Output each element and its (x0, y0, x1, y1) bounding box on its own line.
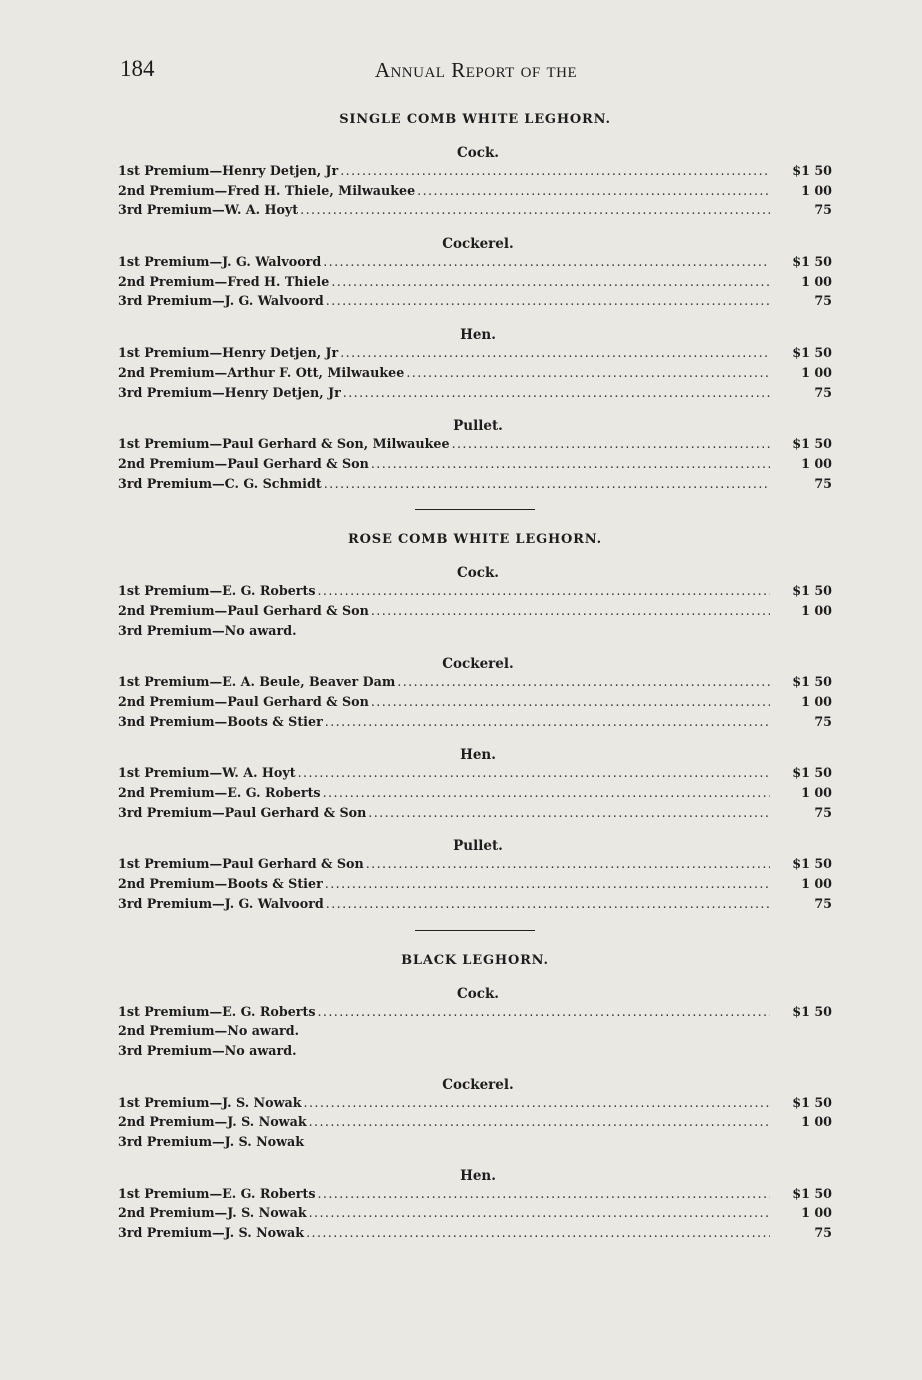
leader-dots (326, 293, 770, 308)
premium-entry (118, 876, 832, 896)
premium-winner: 2nd Premium—J. S. Nowak (118, 1114, 307, 1130)
premium-winner: 3rd Premium—Paul Gerhard & Son (118, 804, 367, 820)
premium-winner: 1st Premium—Henry Detjen, Jr (118, 345, 339, 361)
premium-winner: 1st Premium—E. G. Roberts (118, 583, 316, 599)
leader-dots (371, 603, 770, 618)
premium-entry (118, 385, 832, 405)
premium-entry (118, 896, 832, 916)
premium-amount: $1 50 (792, 345, 832, 361)
group-title: Hen. (460, 1167, 496, 1184)
premium-winner: 3rd Premium—Henry Detjen, Jr (118, 384, 341, 400)
premium-entry (118, 254, 832, 274)
leader-dots (318, 1004, 771, 1019)
breed-section (118, 532, 832, 915)
premium-list (118, 112, 832, 1259)
premium-entry (118, 1043, 832, 1063)
leader-dots (371, 694, 770, 709)
group-title: Hen. (460, 747, 496, 764)
premium-amount: $1 50 (792, 254, 832, 270)
leader-dots (340, 345, 770, 360)
leader-dots (323, 785, 770, 800)
premium-winner: 2nd Premium—Arthur F. Ott, Milwaukee (118, 364, 405, 380)
leader-dots (309, 1114, 770, 1129)
premium-entry (118, 1095, 832, 1115)
premium-entry (118, 456, 832, 476)
premium-entry (118, 1186, 832, 1206)
premium-entry (118, 805, 832, 825)
group-title: Cock. (456, 565, 500, 582)
premium-winner: 1st Premium—W. A. Hoyt (118, 765, 296, 781)
class-group (118, 418, 832, 495)
group-title: Pullet. (453, 838, 503, 855)
premium-winner: 2nd Premium—Boots & Stier (118, 876, 323, 892)
running-head (120, 56, 832, 86)
premium-amount: 1 00 (801, 602, 832, 618)
leader-dots (325, 714, 770, 729)
premium-entry (118, 674, 832, 694)
premium-winner: 3rd Premium—W. A. Hoyt (118, 202, 299, 218)
premium-entry (118, 163, 832, 183)
premium-winner: 1st Premium—J. S. Nowak (118, 1094, 302, 1110)
premium-amount: $1 50 (792, 436, 832, 452)
premium-amount: $1 50 (792, 1185, 832, 1201)
premium-amount: $1 50 (792, 765, 832, 781)
premium-winner: 2nd Premium—Fred H. Thiele, Milwaukee (118, 182, 416, 198)
class-group (118, 747, 832, 824)
premium-entry (118, 476, 832, 496)
premium-winner: 2nd Premium—E. G. Roberts (118, 785, 321, 801)
class-group (118, 565, 832, 642)
premium-amount: 1 00 (801, 364, 832, 380)
leader-dots (343, 385, 770, 400)
leader-dots (340, 163, 770, 178)
leader-dots (452, 436, 770, 451)
premium-entry (118, 1004, 832, 1024)
group-title: Cockerel. (442, 236, 514, 253)
premium-winner: 2nd Premium—Fred H. Thiele (118, 273, 330, 289)
premium-winner: 1st Premium—E. A. Beule, Beaver Dam (118, 674, 396, 690)
premium-amount: $1 50 (792, 1094, 832, 1110)
premium-amount: $1 50 (792, 674, 832, 690)
premium-amount: 1 00 (801, 455, 832, 471)
premium-amount: 1 00 (801, 785, 832, 801)
premium-winner: 1st Premium—Paul Gerhard & Son, Milwaukee (118, 436, 450, 452)
premium-amount: $1 50 (792, 1003, 832, 1019)
leader-dots (406, 365, 770, 380)
premium-amount: 75 (814, 202, 832, 218)
leader-dots (331, 274, 770, 289)
premium-entry (118, 183, 832, 203)
premium-entry (118, 714, 832, 734)
premium-winner: 1st Premium—J. G. Walvoord (118, 254, 322, 270)
leader-dots (309, 1205, 770, 1220)
group-title: Cockerel. (442, 656, 514, 673)
section-title: SINGLE COMB WHITE LEGHORN. (339, 112, 611, 127)
leader-dots (366, 856, 770, 871)
premium-amount: 1 00 (801, 182, 832, 198)
premium-amount: 1 00 (801, 273, 832, 289)
premium-amount: 75 (814, 804, 832, 820)
leader-dots (324, 476, 770, 491)
premium-winner: 2nd Premium—J. S. Nowak (118, 1205, 307, 1221)
premium-amount: 75 (814, 384, 832, 400)
class-group (118, 236, 832, 313)
premium-entry (118, 1114, 832, 1134)
premium-amount: 1 00 (801, 1114, 832, 1130)
premium-winner: 3rd Premium—J. G. Walvoord (118, 293, 324, 309)
premium-entry (118, 293, 832, 313)
premium-entry (118, 1023, 832, 1043)
premium-amount: $1 50 (792, 856, 832, 872)
leader-dots (368, 805, 770, 820)
group-title: Pullet. (453, 418, 503, 435)
premium-entry (118, 1225, 832, 1245)
leader-dots (318, 583, 771, 598)
leader-dots (298, 765, 770, 780)
premium-entry (118, 274, 832, 294)
class-group (118, 656, 832, 733)
premium-amount: 1 00 (801, 694, 832, 709)
leader-dots (304, 1095, 770, 1110)
premium-entry (118, 583, 832, 603)
breed-section (118, 953, 832, 1245)
premium-winner: 3rd Premium—No award. (118, 622, 297, 638)
leader-dots (300, 202, 770, 217)
premium-amount: 1 00 (801, 876, 832, 892)
premium-amount: 75 (814, 475, 832, 491)
premium-entry (118, 202, 832, 222)
section-title: BLACK LEGHORN. (401, 952, 549, 968)
premium-winner: 3rd Premium—J. S. Nowak (118, 1225, 305, 1240)
class-group (118, 1168, 832, 1245)
leader-dots (326, 896, 770, 911)
premium-entry (118, 694, 832, 714)
premium-entry (118, 1205, 832, 1225)
premium-amount: $1 50 (792, 163, 832, 178)
leader-dots (417, 183, 770, 198)
premium-amount: 75 (814, 1225, 832, 1240)
premium-entry (118, 1134, 832, 1154)
leader-dots (318, 1186, 771, 1201)
premium-entry (118, 785, 832, 805)
group-title: Cock. (456, 985, 500, 1002)
premium-winner: 3rd Premium—J. S. Nowak (118, 1133, 305, 1149)
premium-entry (118, 436, 832, 456)
premium-entry (118, 623, 832, 643)
section-title: ROSE COMB WHITE LEGHORN. (348, 532, 602, 548)
premium-amount: 75 (814, 293, 832, 309)
class-group (118, 1077, 832, 1154)
class-group (118, 838, 832, 915)
class-group (118, 145, 832, 222)
premium-winner: 2nd Premium—Paul Gerhard & Son (118, 602, 369, 618)
premium-winner: 1st Premium—Henry Detjen, Jr (118, 163, 339, 178)
premium-winner: 3rd Premium—C. G. Schmidt (118, 475, 322, 491)
leader-dots (306, 1225, 770, 1240)
breed-section (118, 112, 832, 495)
premium-entry (118, 856, 832, 876)
section-divider (415, 930, 535, 931)
page-header-title: Annual Report of the (374, 58, 578, 82)
premium-entry (118, 345, 832, 365)
premium-amount: 1 00 (801, 1205, 832, 1221)
leader-dots (323, 254, 770, 269)
premium-winner: 3rd Premium—J. G. Walvoord (118, 895, 324, 911)
class-group (118, 986, 832, 1063)
leader-dots (397, 674, 770, 689)
group-title: Cock. (456, 145, 500, 161)
premium-winner: 1st Premium—E. G. Roberts (118, 1185, 316, 1201)
premium-winner: 1st Premium—E. G. Roberts (118, 1003, 316, 1019)
premium-winner: 2nd Premium—Paul Gerhard & Son (118, 694, 369, 709)
premium-entry (118, 765, 832, 785)
premium-winner: 2nd Premium—No award. (118, 1023, 300, 1039)
class-group (118, 327, 832, 404)
group-title: Cockerel. (442, 1076, 514, 1093)
leader-dots (371, 456, 770, 471)
premium-amount: $1 50 (792, 583, 832, 599)
section-divider (415, 509, 535, 510)
premium-entry (118, 365, 832, 385)
premium-amount: 75 (814, 713, 832, 729)
premium-amount: 75 (814, 895, 832, 911)
group-title: Hen. (460, 327, 496, 344)
premium-winner: 3nd Premium—Boots & Stier (118, 713, 323, 729)
premium-entry (118, 603, 832, 623)
page-number: 184 (120, 56, 155, 81)
premium-winner: 1st Premium—Paul Gerhard & Son (118, 856, 364, 872)
leader-dots (325, 876, 770, 891)
premium-winner: 3rd Premium—No award. (118, 1042, 297, 1058)
premium-winner: 2nd Premium—Paul Gerhard & Son (118, 455, 369, 471)
